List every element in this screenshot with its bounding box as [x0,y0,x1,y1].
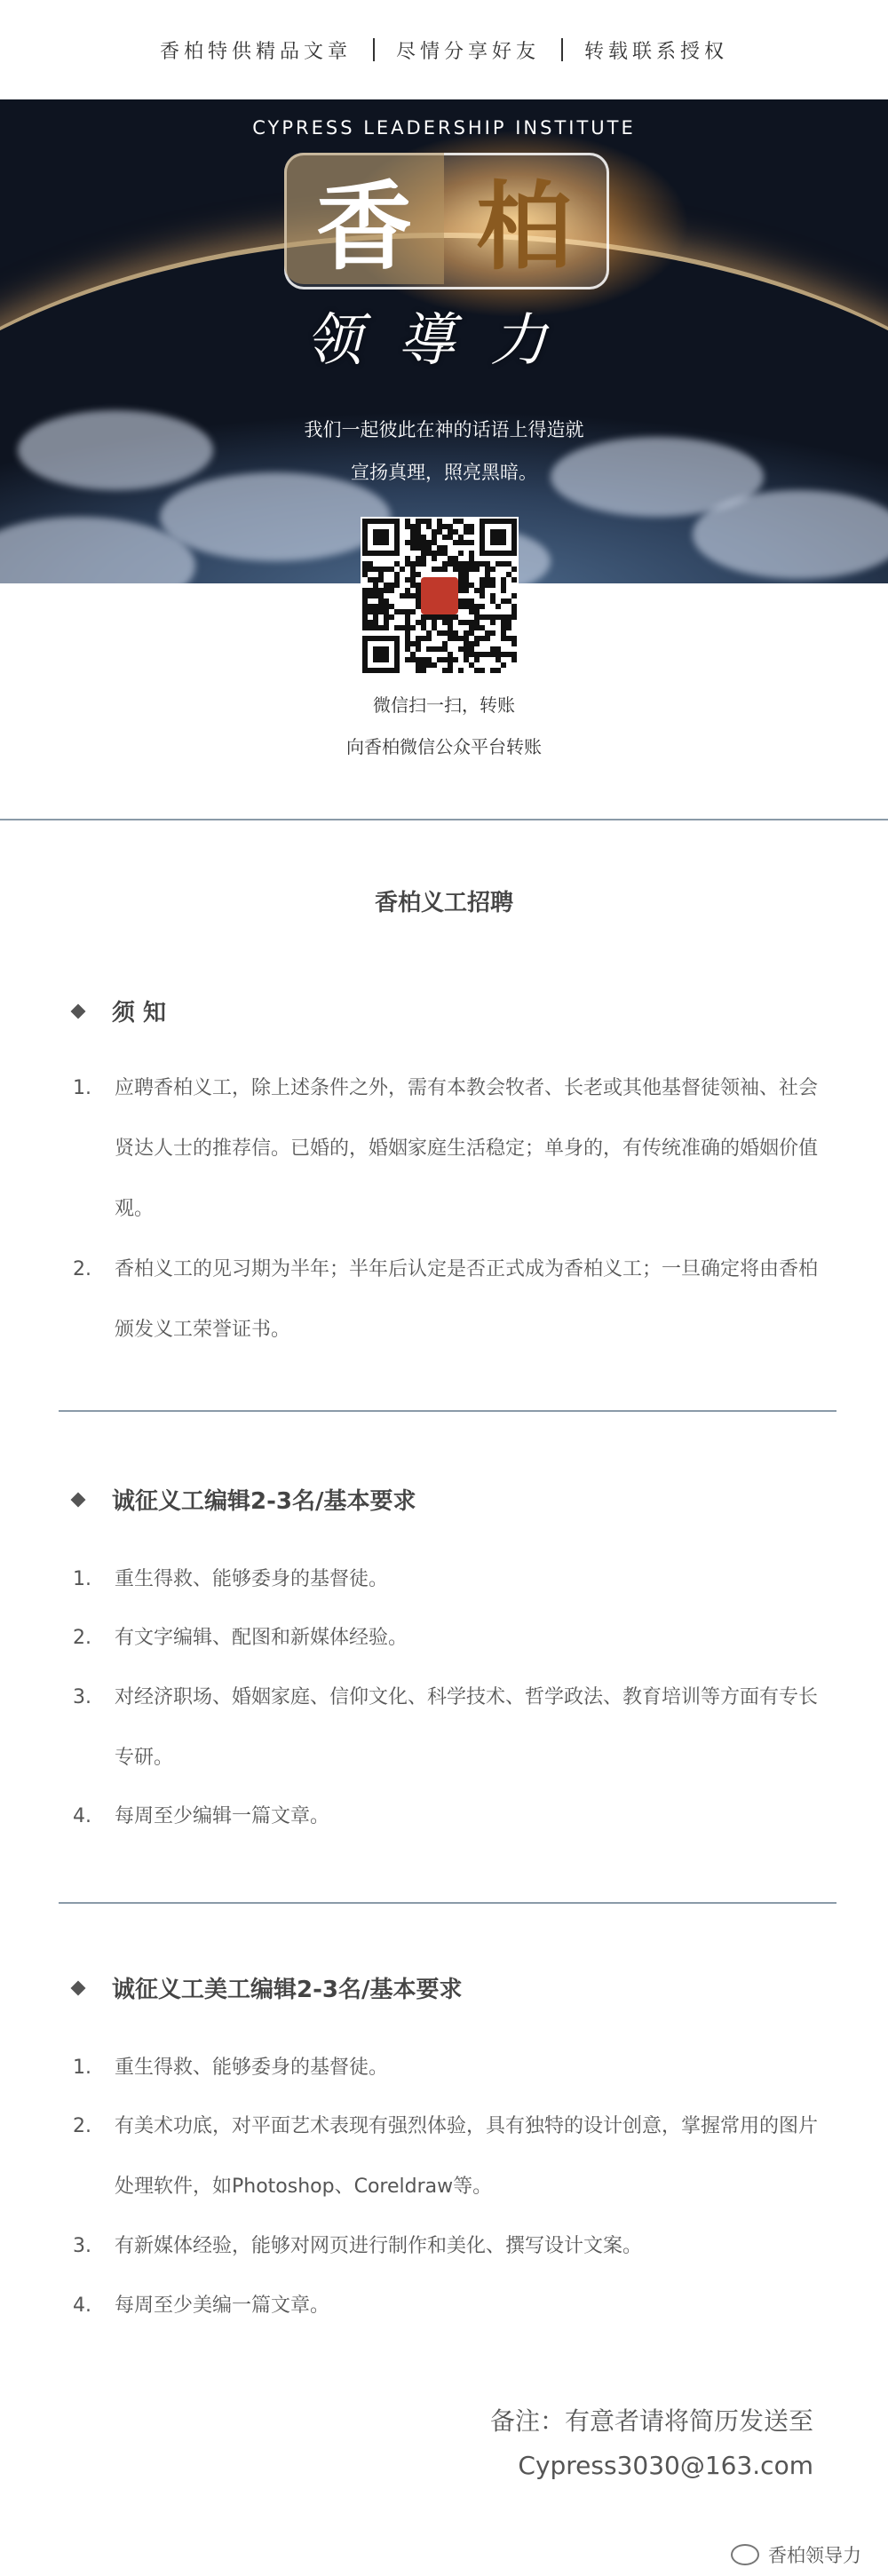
section-heading-text: 须 知 [112,1000,167,1026]
qr-code-graphic [361,517,519,675]
watermark-text: 香柏领导力 [768,2545,861,2566]
banner-slogan-2: 宣扬真理，照亮黑暗。 [351,462,537,483]
top-banner-bar [0,0,888,99]
list-item [73,1240,819,1360]
list-item [73,1550,819,1610]
qr-caption-2: 向香柏微信公众平台转账 [346,736,542,757]
header-separator [373,38,375,61]
section-heading-notice [73,995,166,1027]
list-item [73,1787,819,1847]
list-item-text: 有新媒体经验，能够对网页进行制作和美化、撰写设计文案。 [115,2235,643,2257]
header-separator [561,38,563,61]
hero-banner-image [0,99,888,583]
page-title: 香柏义工招聘 [374,890,513,916]
list-item-text: 每周至少编辑一篇文章。 [115,1805,330,1827]
list-item [73,1668,819,1788]
list-item [73,1058,819,1240]
section-heading-editor [73,1483,416,1516]
qr-caption-1: 微信扫一扫，转账 [373,694,515,716]
wechat-icon [731,2544,759,2565]
diamond-bullet-icon [71,1003,86,1019]
list-item-text: 有美术功底，对平面艺术表现有强烈体验，具有独特的设计创意，掌握常用的图片处理软件，如Photoshop、Coreldraw等。 [115,2115,819,2198]
list-item [73,2276,819,2336]
section-heading-designer [73,1971,462,2004]
logo-tagline: 领導力 [305,308,583,374]
footer-note: 备注：有意者请将简历发送至 [489,2406,813,2436]
qr-code-icon[interactable] [361,517,519,675]
logo-character-2: 柏 [475,170,572,283]
list-item-number: 3. [73,1686,91,1708]
header-item-1: 香柏特供精品文章 [159,40,352,63]
list-item [73,2038,819,2098]
account-watermark [731,2541,861,2568]
list-item [73,1608,819,1668]
contact-email[interactable]: Cypress3030@163.com [518,2451,813,2480]
list-item-number: 2. [73,1258,91,1280]
list-item-number: 4. [73,1805,91,1827]
list-item-text: 重生得救、能够委身的基督徒。 [115,2057,389,2079]
section-heading-text: 诚征义工编辑2-3名/基本要求 [112,1488,416,1515]
banner-slogan-1: 我们一起彼此在神的话语上得造就 [304,419,584,440]
section-divider [59,1410,836,1412]
section-divider [0,819,888,820]
list-item-number: 3. [73,2235,91,2257]
list-item-number: 1. [73,1568,91,1590]
list-item-number: 2. [73,1627,91,1649]
header-item-2: 尽情分享好友 [395,40,540,63]
logo-character-1: 香 [284,153,444,284]
diamond-bullet-icon [71,1492,86,1507]
list-item-number: 2. [73,2115,91,2137]
header-item-3: 转载联系授权 [584,40,729,63]
list-item-text: 应聘香柏义工，除上述条件之外，需有本教会牧者、长老或其他基督徒领袖、社会贤达人士的推荐信。已婚的，婚姻家庭生活稳定；单身的，有传统准确的婚姻价值观。 [115,1077,819,1220]
section-heading-text: 诚征义工美工编辑2-3名/基本要求 [112,1977,463,2003]
list-item-text: 有文字编辑、配图和新媒体经验。 [115,1627,408,1649]
list-item-text: 重生得救、能够委身的基督徒。 [115,1568,389,1590]
list-item-number: 1. [73,2057,91,2079]
cloud-shape [160,472,391,561]
list-item [73,2096,819,2217]
list-item-number: 4. [73,2295,91,2317]
list-item-number: 1. [73,1077,91,1099]
institute-subtitle: CYPRESS LEADERSHIP INSTITUTE [252,117,636,139]
list-item-text: 香柏义工的见习期为半年；半年后认定是否正式成为香柏义工；一旦确定将由香柏颁发义工荣誉证书。 [115,1258,819,1341]
section-divider [59,1902,836,1904]
diamond-bullet-icon [71,1980,86,1995]
list-item-text: 每周至少美编一篇文章。 [115,2295,330,2317]
list-item [73,2216,819,2277]
list-item-text: 对经济职场、婚姻家庭、信仰文化、科学技术、哲学政法、教育培训等方面有专长专研。 [115,1686,819,1769]
